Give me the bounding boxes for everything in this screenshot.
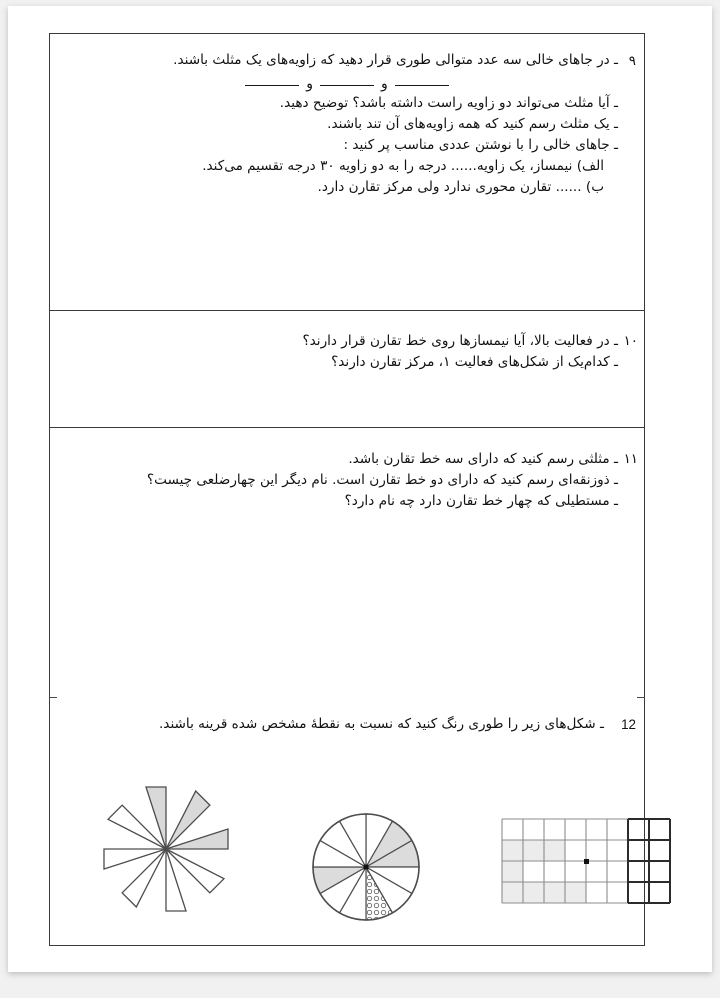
question-9-line-3: ـ یک مثلث رسم کنید که همه زاویه‌های آن تند باشند. — [327, 116, 618, 133]
question-9-line-2: ـ آیا مثلث می‌تواند دو زاویه راست داشته باشد؟ توضیح دهید. — [279, 95, 618, 112]
grid-center-dot — [584, 859, 589, 864]
figure-pinwheel-triangles[interactable] — [86, 779, 246, 919]
question-9-line-6: ب) ...... تقارن محوری ندارد ولی مرکز تقارن دارد. — [317, 179, 604, 196]
question-10 — [50, 331, 644, 373]
question-9-number-text: ۹ — [628, 54, 636, 69]
question-9-line-5: الف) نیمساز، یک زاویه...... درجه را به دو زاویه ۳۰ درجه تقسیم می‌کند. — [202, 158, 604, 175]
question-12 — [50, 714, 644, 735]
blank-field-2[interactable] — [320, 85, 374, 86]
question-11-number — [624, 452, 638, 467]
question-10-number — [624, 334, 638, 349]
blank-field-3[interactable] — [245, 85, 299, 86]
question-10-number-text: ۱۰ — [623, 334, 638, 349]
figure-rectangular-grid[interactable] — [500, 817, 680, 913]
question-9-blanks — [50, 77, 644, 91]
question-11-line-3: ـ مستطیلی که چهار خط تقارن دارد چه نام دارد؟ — [344, 493, 618, 510]
question-10-line-1: ـ در فعالیت بالا، آیا نیمسازها روی خط تقارن قرار دارند؟ — [302, 333, 618, 349]
question-11-line-1: ـ مثلثی رسم کنید که دارای سه خط تقارن باشد. — [348, 451, 618, 467]
circle-center-dot — [364, 865, 369, 870]
question-9-line-4: ـ جاهای خالی را با نوشتن عددی مناسب پر کنید : — [343, 137, 618, 154]
question-9-number — [629, 54, 636, 69]
question-11-number-text: ۱۱ — [623, 452, 638, 467]
question-12-number-text: 12 — [621, 717, 636, 732]
question-9-line-1: ـ در جاهای خالی سه عدد متوالی طوری قرار دهید که زاویه‌های یک مثلث باشند. — [173, 52, 618, 68]
blank-conjunction-1: و — [381, 76, 388, 93]
edge-tick-left — [49, 697, 57, 698]
divider-after-q9 — [50, 310, 644, 311]
pinwheel-svg — [86, 779, 246, 919]
edge-tick-right — [637, 697, 645, 698]
question-9 — [50, 50, 644, 198]
blank-conjunction-2: و — [306, 76, 313, 93]
blank-field-1[interactable] — [395, 85, 449, 86]
paper-sheet — [8, 6, 712, 972]
question-12-number — [621, 717, 636, 732]
grid-svg — [500, 817, 680, 913]
circle-sectors-svg — [306, 807, 426, 927]
question-11 — [50, 449, 644, 512]
figure-twelve-sector-circle[interactable] — [306, 807, 426, 927]
divider-after-q10 — [50, 427, 644, 428]
question-12-line-1: ـ شکل‌های زیر را طوری رنگ کنید که نسبت به نقطهٔ مشخص شده قرینه باشند. — [158, 716, 604, 732]
content-frame — [49, 33, 645, 946]
grid-bold-region — [628, 819, 670, 903]
question-11-line-2: ـ ذوزنقه‌ای رسم کنید که دارای دو خط تقارن است. نام دیگر این چهارضلعی چیست؟ — [146, 472, 618, 489]
question-10-line-2: ـ کدام‌یک از شکل‌های فعالیت ۱، مرکز تقارن دارند؟ — [331, 354, 618, 371]
